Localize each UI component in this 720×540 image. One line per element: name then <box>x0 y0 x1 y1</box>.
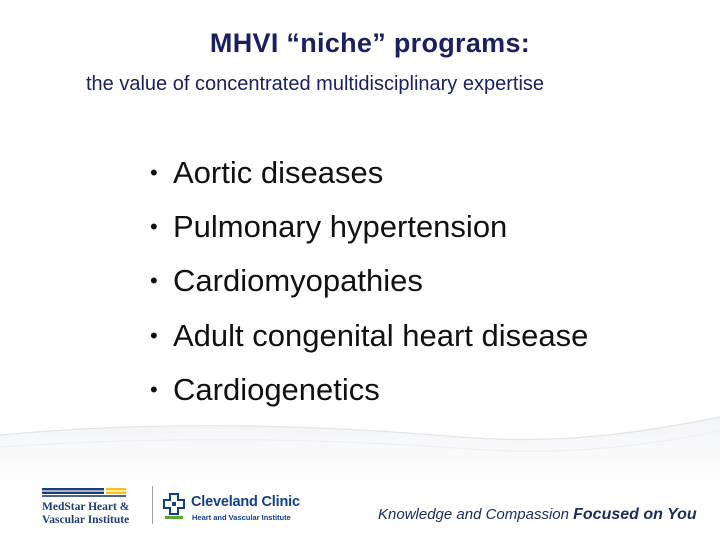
bullet-text: Cardiogenetics <box>173 371 380 407</box>
bullet-item <box>150 254 588 308</box>
tagline-bold: Focused on You <box>573 506 697 523</box>
bullet-dot: • <box>150 376 158 402</box>
bullet-dot: • <box>150 322 158 348</box>
bullet-dot: • <box>150 214 158 240</box>
bullet-item <box>150 146 588 200</box>
bullet-text: Pulmonary hypertension <box>173 209 508 245</box>
bullet-item <box>150 309 589 363</box>
bullet-item <box>150 200 588 254</box>
bullet-dot: • <box>150 160 158 185</box>
bullet-text: Adult congenital heart disease <box>173 317 589 353</box>
bullet-text: Cardiomyopathies <box>173 263 423 299</box>
tagline <box>378 506 697 524</box>
cleveland-clinic-subtitle: Heart and Vascular Institute <box>192 513 291 522</box>
logo-divider <box>152 486 153 524</box>
cleveland-clinic-name: Cleveland Clinic <box>191 494 300 510</box>
tagline-regular: Knowledge and Compassion <box>378 506 574 523</box>
bullet-dot: • <box>150 268 158 294</box>
medstar-line-1: MedStar Heart & <box>42 501 130 513</box>
cleveland-clinic-cross-icon <box>163 493 185 521</box>
decorative-wave <box>0 395 720 485</box>
medstar-stripes-icon <box>42 488 152 498</box>
medstar-logo <box>42 488 152 528</box>
bullet-text: Aortic diseases <box>173 155 384 190</box>
slide-subtitle: the value of concentrated multidisciplinary expertise <box>86 73 545 95</box>
medstar-line-2: Vascular Institute <box>42 514 130 526</box>
slide-title: MHVI “niche” programs: <box>209 28 531 58</box>
